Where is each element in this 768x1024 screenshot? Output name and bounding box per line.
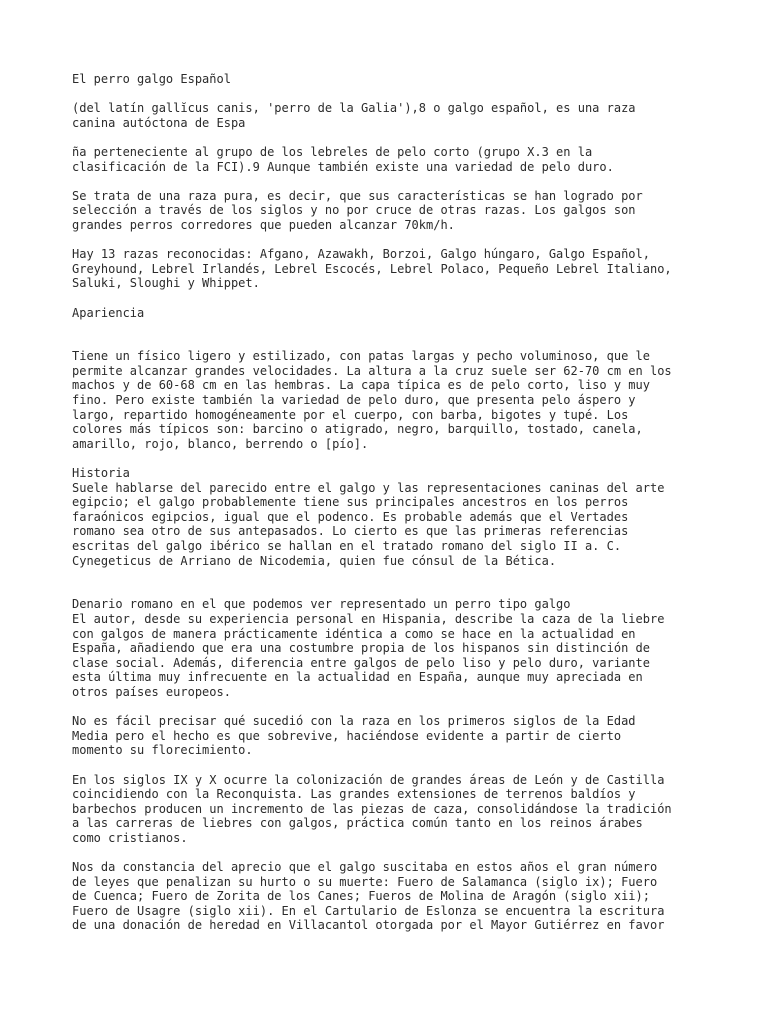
paragraph-middle-ages: No es fácil precisar qué sucedió con la raza en los primeros siglos de la Edad Media pero el hecho es que sobrevive, haciéndose evidente a partir de cierto momento su florecimiento. (72, 714, 636, 758)
paragraph-group: ña perteneciente al grupo de los lebreles de pelo corto (grupo X.3 en la clasificación de la FCI).9 Aunque también existe una variedad de pelo duro. (72, 144, 614, 174)
paragraph-reconquista: En los siglos IX y X ocurre la colonización de grandes áreas de León y de Castilla coincidiendo con la Reconquista. Las grandes extensiones de terrenos baldíos y barbechos producen un incremento de las piezas de caza, consolidándose la tradición a las carreras de liebres con galgos, práctica común tanto en los reinos árabes como cristianos. (72, 772, 672, 845)
paragraph-history: Suele hablarse del parecido entre el galgo y las representaciones caninas del arte egipcio; el galgo probablemente tiene sus principales ancestros en los perros faraónicos egipcios, igual que el podenco. Es probable además que el Vertades romano sea otro de sus antepasados. Lo cierto es que las primeras referencias escritas del galgo ibérico se hallan en el tratado romano del siglo II a. C. Cynegeticus de Arriano de Nicodemia, quien fue cónsul de la Bética. (72, 480, 665, 568)
caption-denario: Denario romano en el que podemos ver representado un perro tipo galgo (72, 597, 571, 612)
paragraph-appearance: Tiene un físico ligero y estilizado, con patas largas y pecho voluminoso, que le permite alcanzar grandes velocidades. La altura a la cruz suele ser 62-70 cm en los machos y de 60-68 cm en las hembras. La capa típica es de pelo corto, liso y muy fino. Pero existe también la variedad de pelo duro, que presenta pelo áspero y largo, repartido homogéneamente por el cuerpo, con barba, bigotes y tupé. Los colores más típicos son: barcino o atigrado, negro, barquillo, tostado, canela, amarillo, rojo, blanco, berrendo o [pío]. (72, 349, 672, 451)
paragraph-breeds: Hay 13 razas reconocidas: Afgano, Azawakh, Borzoi, Galgo húngaro, Galgo Español, Greyhound, Lebrel Irlandés, Lebrel Escocés, Lebrel Polaco, Pequeño Lebrel Italiano, Saluki, Sloughi y Whippet. (72, 247, 672, 291)
document-page (72, 72, 712, 948)
document-title: El perro galgo Español (72, 72, 231, 86)
paragraph-pure-breed: Se trata de una raza pura, es decir, que sus características se han logrado por selección a través de los siglos y no por cruce de otras razas. Los galgos son grandes perros corredores que pueden alcanzar 70km/h. (72, 188, 643, 232)
heading-apariencia: Apariencia (72, 305, 145, 320)
heading-historia: Historia (72, 466, 130, 481)
paragraph-origin: (del latín gallĭcus canis, 'perro de la Galia'),8 o galgo español, es una raza canina autóctona de Espa (72, 101, 636, 130)
paragraph-hispania: El autor, desde su experiencia personal en Hispania, describe la caza de la liebre con galgos de manera prácticamente idéntica a como se hace en la actualidad en España, añadiendo que era una costumbre propia de los hispanos sin distinción de clase social. Además, diferencia entre galgos de pelo liso y pelo duro, variante esta última muy infrecuente en la actualidad en España, aunque muy apreciada en otros países europeos. (72, 611, 665, 699)
paragraph-laws: Nos da constancia del aprecio que el galgo suscitaba en estos años el gran número de leyes que penalizan su hurto o su muerte: Fuero de Salamanca (siglo ix); Fuero de Cuenca; Fuero de Zorita de los Canes; Fueros de Molina de Aragón (siglo xii); Fuero de Usagre (siglo xii). En el Cartulario de Eslonza se encuentra la escritura de una donación de heredad en Villacantol otorgada por el Mayor Gutiérrez en favor (72, 860, 665, 933)
